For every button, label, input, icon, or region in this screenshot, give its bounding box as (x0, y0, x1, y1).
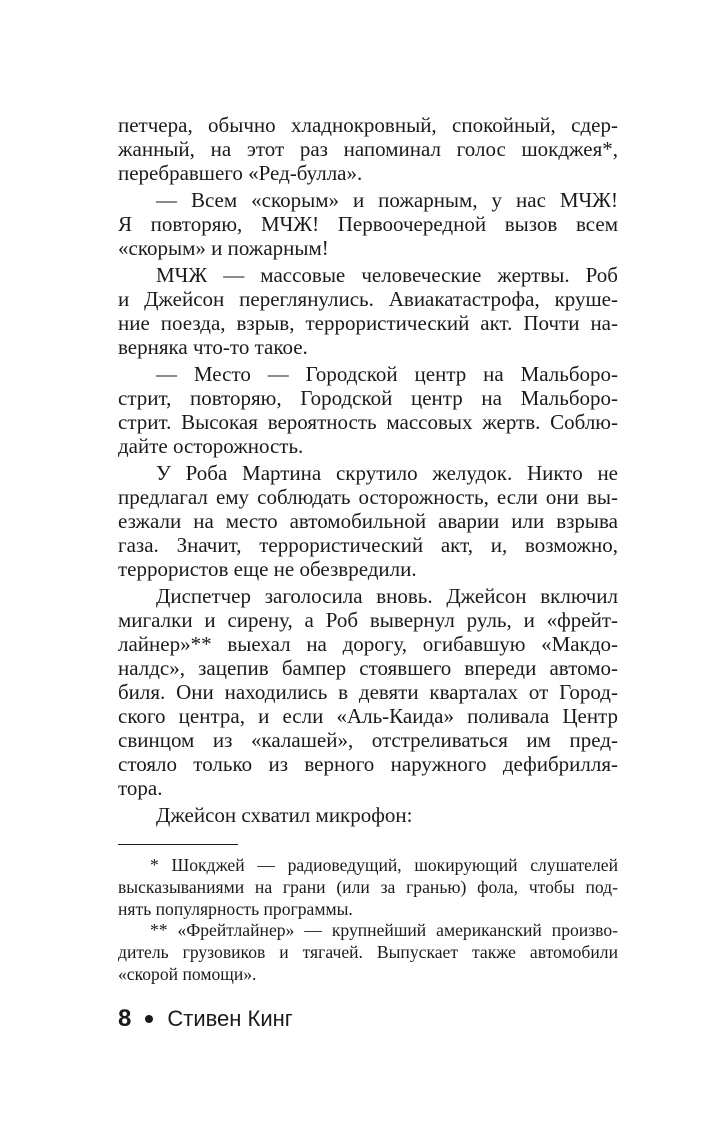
body-line: газа. Значит, террористический акт, и, возможно, (118, 533, 618, 557)
author-name: Стивен Кинг (167, 1006, 293, 1031)
footnote-line: ** «Фрейтлайнер» — крупнейший американский произво- (150, 920, 618, 940)
footnote-divider (118, 844, 238, 845)
body-line: Я повторяю, МЧЖ! Первоочередной вызов всем (118, 212, 618, 236)
body-line: мигалки и сирену, а Роб вывернул руль, и «фрейт- (118, 608, 618, 632)
body-line: «скорым» и пожарным! (118, 236, 329, 260)
body-line: тора. (118, 776, 163, 800)
body-line: и Джейсон переглянулись. Авиакатастрофа, круше- (118, 287, 618, 311)
body-line: У Роба Мартина скрутило желудок. Никто не (156, 461, 618, 485)
footnote-line: * Шокджей — радиоведущий, шокирующий слушателей (150, 855, 618, 875)
body-line: перебравшего «Ред-булла». (118, 161, 363, 185)
footnote-line: нять популярность программы. (118, 899, 353, 919)
body-line: лайнер»** выехал на дорогу, огибавшую «Макдо- (118, 632, 618, 656)
body-line: стрит, повторяю, Городской центр на Мальборо- (118, 386, 618, 410)
footnote-line: дитель грузовиков и тягачей. Выпускает также автомобили (118, 942, 618, 962)
body-line: террористов еще не обезвредили. (118, 557, 417, 581)
body-line: свинцом из «калашей», отстреливаться им пред- (118, 728, 618, 752)
body-line: — Всем «скорым» и пожарным, у нас МЧЖ! (156, 188, 618, 212)
page-footer (118, 1002, 293, 1036)
body-line: петчера, обычно хладнокровный, спокойный, сдер- (118, 113, 618, 137)
page-number: 8 (118, 1005, 132, 1032)
body-line: ние поезда, взрыв, террористический акт. Почти на- (118, 311, 618, 335)
body-line: Джейсон схватил микрофон: (156, 803, 413, 827)
body-line: верняка что-то такое. (118, 335, 308, 359)
body-line: МЧЖ — массовые человеческие жертвы. Роб (156, 263, 618, 287)
body-line: Диспетчер заголосила вновь. Джейсон включил (156, 584, 618, 608)
body-line: ского центра, и если «Аль-Каида» поливала Центр (118, 704, 618, 728)
footnote-line: высказываниями на грани (или за гранью) фола, чтобы под- (118, 877, 618, 897)
footnote-line: «скорой помощи». (118, 964, 257, 984)
body-line: предлагал ему соблюдать осторожность, если они вы- (118, 485, 618, 509)
body-line: жанный, на этот раз напоминал голос шокджея*, (118, 137, 618, 161)
body-line: езжали на место автомобильной аварии или взрыва (118, 509, 618, 533)
bullet-separator (145, 1015, 153, 1023)
body-line: налдс», зацепив бампер стоявшего впереди автомо- (118, 656, 618, 680)
body-line: стрит. Высокая вероятность массовых жертв. Соблю- (118, 410, 618, 434)
body-line: биля. Они находились в девяти кварталах от Город- (118, 680, 618, 704)
body-line: — Место — Городской центр на Мальборо- (156, 362, 618, 386)
body-line: стояло только из верного наружного дефибрилля- (118, 752, 618, 776)
body-line: дайте осторожность. (118, 434, 304, 458)
